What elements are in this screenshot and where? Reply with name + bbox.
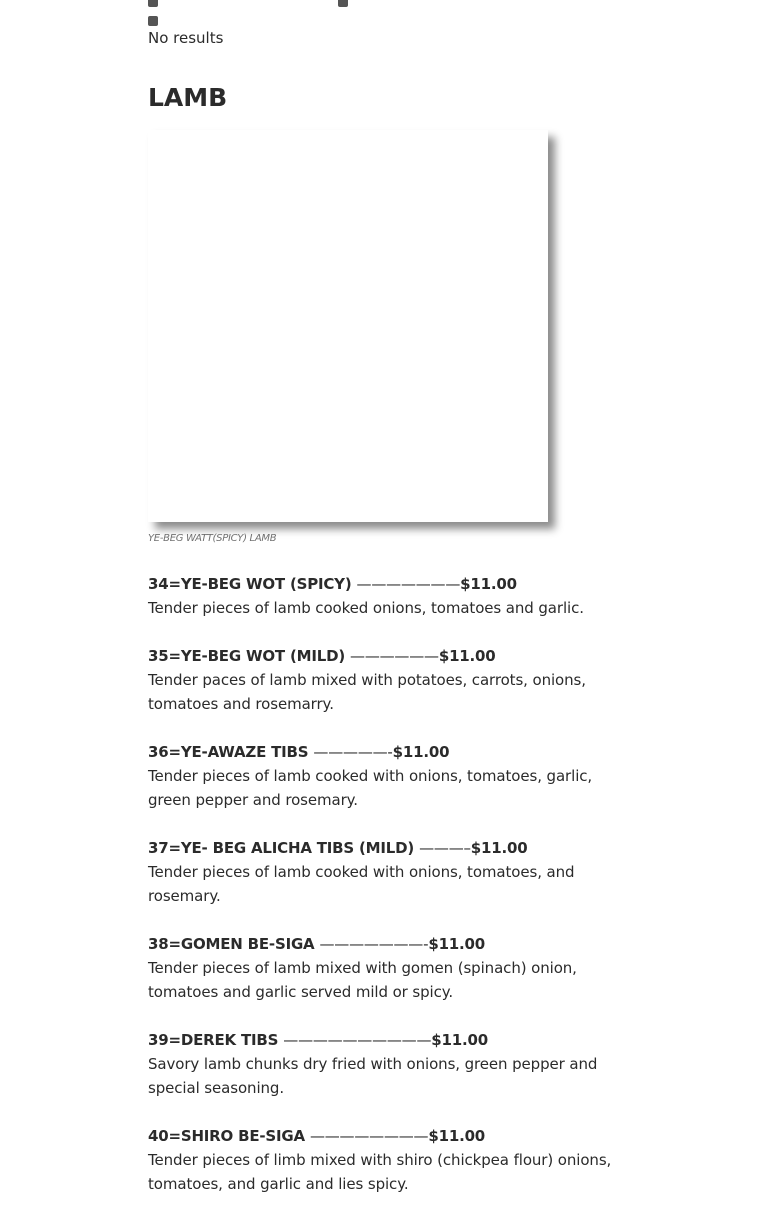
menu-item-dashes: ——————— — [356, 575, 461, 593]
menu-item-dashes: —————- — [313, 743, 393, 761]
cutoff-glyph — [338, 0, 348, 7]
menu-item-dashes: ———– — [419, 839, 471, 857]
menu-item-title — [148, 740, 622, 764]
previous-row-cutoff — [148, 0, 622, 2]
menu-item-title — [148, 644, 622, 668]
menu-item — [148, 572, 622, 620]
menu-item-name: 35=YE-BEG WOT (MILD) — [148, 647, 345, 665]
dish-photo[interactable] — [148, 130, 548, 522]
menu-item — [148, 1124, 622, 1196]
menu-item-name: 38=GOMEN BE-SIGA — [148, 935, 315, 953]
menu-item-name: 39=DEREK TIBS — [148, 1031, 279, 1049]
no-results-message: No results — [148, 29, 224, 47]
menu-item-title — [148, 836, 622, 860]
menu-item-description: Tender pieces of lamb cooked with onions, tomatoes, garlic, green pepper and rosemary. — [148, 767, 593, 809]
menu-item-description: Tender pieces of limb mixed with shiro (chickpea flour) onions, tomatoes, and garlic and lies spicy. — [148, 1151, 612, 1193]
menu-item-title — [148, 1124, 622, 1148]
section-title: LAMB — [148, 83, 228, 112]
menu-item — [148, 740, 622, 812]
menu-item-dashes: —————————— — [283, 1031, 432, 1049]
menu-item-description: Tender pieces of lamb cooked with onions, tomatoes, and rosemary. — [148, 863, 575, 905]
menu-item-description: Savory lamb chunks dry fried with onions, green pepper and special seasoning. — [148, 1055, 598, 1097]
menu-item-price: $11.00 — [438, 647, 496, 665]
menu-item-description: Tender pieces of lamb mixed with gomen (spinach) onion, tomatoes and garlic served mild or spicy. — [148, 959, 577, 1001]
menu-item-name: 34=YE-BEG WOT (SPICY) — [148, 575, 352, 593]
menu-item-description: Tender paces of lamb mixed with potatoes, carrots, onions, tomatoes and rosemarry. — [148, 671, 586, 713]
menu-item-price: $11.00 — [392, 743, 450, 761]
menu-item-price: $11.00 — [470, 839, 528, 857]
menu-item-dashes: ———————- — [319, 935, 429, 953]
menu-item — [148, 644, 622, 716]
menu-item-name: 40=SHIRO BE-SIGA — [148, 1127, 305, 1145]
menu-item-price: $11.00 — [431, 1031, 488, 1049]
menu-item — [148, 932, 622, 1004]
cutoff-glyph — [148, 0, 158, 7]
photo-caption: YE-BEG WATT(SPICY) LAMB — [148, 533, 277, 544]
menu-item-dashes: —————— — [350, 647, 439, 665]
menu-item-price: $11.00 — [460, 575, 517, 593]
menu-item-name: 37=YE- BEG ALICHA TIBS (MILD) — [148, 839, 415, 857]
menu-item-dashes: ———————— — [309, 1127, 429, 1145]
menu-item — [148, 836, 622, 908]
cutoff-glyph — [148, 16, 158, 26]
menu-item-price: $11.00 — [428, 1127, 486, 1145]
menu-item-name: 36=YE-AWAZE TIBS — [148, 743, 314, 761]
menu-item-title — [148, 572, 622, 596]
menu-item-title — [148, 932, 622, 956]
menu-item — [148, 1028, 622, 1100]
menu-item-title — [148, 1028, 622, 1052]
menu-list — [148, 572, 622, 1220]
menu-item-price: $11.00 — [428, 935, 486, 953]
menu-item-description: Tender pieces of lamb cooked onions, tomatoes and garlic. — [148, 599, 584, 617]
